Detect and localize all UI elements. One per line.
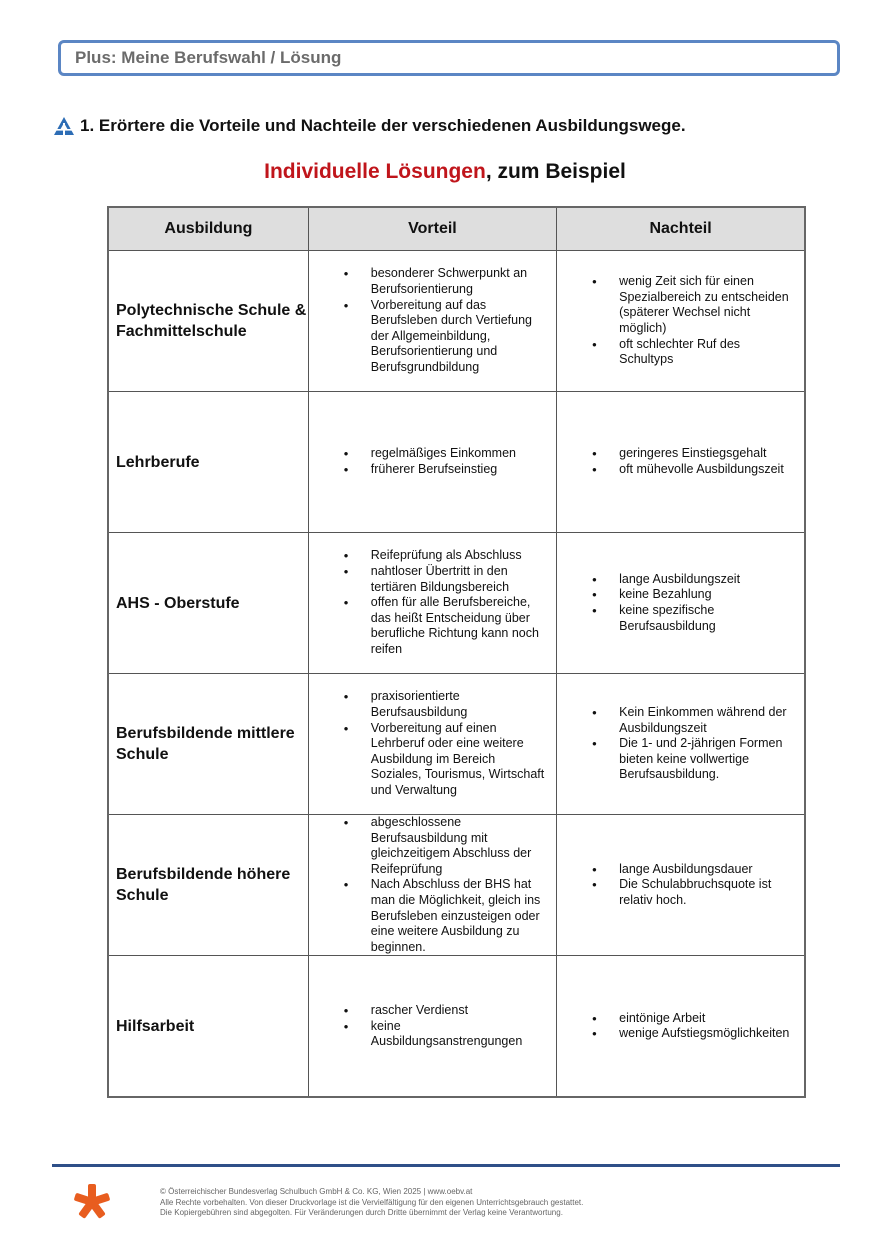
nachteil-cell xyxy=(557,533,805,674)
vorteil-list xyxy=(309,446,556,477)
nachteil-list xyxy=(557,705,804,783)
list-item: • keine Bezahlung xyxy=(619,587,794,603)
list-item: • oft schlechter Ruf des Schultyps xyxy=(619,337,794,368)
list-item: • Kein Einkommen während der Ausbildungszeit xyxy=(619,705,794,736)
table-row xyxy=(108,533,805,674)
footer-divider xyxy=(52,1164,840,1167)
list-item: • nahtloser Übertritt in den tertiären Bildungsbereich xyxy=(371,564,546,595)
ausbildung-name: Berufsbildende mittlere Schule xyxy=(108,674,308,815)
list-item: • praxisorientierte Berufsausbildung xyxy=(371,689,546,720)
footer-copyright xyxy=(160,1187,583,1219)
triangle-level-icon xyxy=(54,117,74,135)
vorteil-cell xyxy=(308,956,556,1098)
table-header-row xyxy=(108,207,805,251)
footer-line-2: Alle Rechte vorbehalten. Von dieser Druckvorlage ist die Vervielfältigung für den eigenen Unterrichtsgebrauch gestattet. xyxy=(160,1197,584,1207)
list-item: • lange Ausbildungsdauer xyxy=(619,862,794,878)
list-item: • Nach Abschluss der BHS hat man die Möglichkeit, gleich ins Berufsleben einzusteigen oder eine weitere Ausbildung zu beginnen. xyxy=(371,877,546,955)
list-item: • Vorbereitung auf das Berufsleben durch Vertiefung der Allgemeinbildung, Berufsorientierung und Berufsgrundbildung xyxy=(371,298,546,376)
task-text: 1. Erörtere die Vorteile und Nachteile der verschiedenen Ausbildungswege. xyxy=(80,116,686,135)
nachteil-list xyxy=(557,446,804,477)
list-item: • rascher Verdienst xyxy=(371,1003,546,1019)
header-box xyxy=(58,40,840,76)
nachteil-list xyxy=(557,1011,804,1042)
list-item: • lange Ausbildungszeit xyxy=(619,572,794,588)
list-item: • früherer Berufseinstieg xyxy=(371,462,546,478)
ausbildung-name: AHS - Oberstufe xyxy=(108,533,308,674)
nachteil-cell xyxy=(557,392,805,533)
list-item: • offen für alle Berufsbereiche, das heißt Entscheidung über berufliche Richtung kann noch reifen xyxy=(371,595,546,657)
list-item: • Die 1- und 2-jährigen Formen bieten keine vollwertige Berufsausbildung. xyxy=(619,736,794,783)
task-heading xyxy=(54,116,686,136)
nachteil-cell xyxy=(557,674,805,815)
nachteil-cell xyxy=(557,815,805,956)
vorteil-list xyxy=(309,548,556,657)
list-item: • Die Schulabbruchsquote ist relativ hoch. xyxy=(619,877,794,908)
ausbildung-name: Lehrberufe xyxy=(108,392,308,533)
column-header-nachteil: Nachteil xyxy=(557,207,805,251)
vorteil-list xyxy=(309,815,556,955)
list-item: • wenig Zeit sich für einen Spezialbereich zu entscheiden (späterer Wechsel nicht möglich) xyxy=(619,274,794,336)
page-title: Plus: Meine Berufswahl / Lösung xyxy=(75,48,342,67)
list-item: • Reifeprüfung als Abschluss xyxy=(371,548,546,564)
nachteil-list xyxy=(557,572,804,634)
ausbildung-name: Polytechnische Schule & Fachmittelschule xyxy=(108,251,308,392)
table-row xyxy=(108,392,805,533)
vorteil-list xyxy=(309,689,556,798)
vorteil-cell xyxy=(308,674,556,815)
list-item: • keine spezifische Berufsausbildung xyxy=(619,603,794,634)
vorteil-cell xyxy=(308,251,556,392)
column-header-ausbildung: Ausbildung xyxy=(108,207,308,251)
list-item: • wenige Aufstiegsmöglichkeiten xyxy=(619,1026,794,1042)
list-item: • keine Ausbildungsanstrengungen xyxy=(371,1019,546,1050)
list-item: • abgeschlossene Berufsausbildung mit gleichzeitigem Abschluss der Reifeprüfung xyxy=(371,815,546,877)
ausbildung-name: Hilfsarbeit xyxy=(108,956,308,1098)
vorteil-cell xyxy=(308,815,556,956)
vorteil-list xyxy=(309,1003,556,1050)
table-row xyxy=(108,956,805,1098)
comparison-table xyxy=(107,206,806,1098)
solution-subtitle xyxy=(0,160,890,184)
list-item: • oft mühevolle Ausbildungszeit xyxy=(619,462,794,478)
table-row xyxy=(108,674,805,815)
nachteil-cell xyxy=(557,251,805,392)
vorteil-list xyxy=(309,266,556,375)
ausbildung-name: Berufsbildende höhere Schule xyxy=(108,815,308,956)
nachteil-cell xyxy=(557,956,805,1098)
vorteil-cell xyxy=(308,392,556,533)
list-item: • regelmäßiges Einkommen xyxy=(371,446,546,462)
vorteil-cell xyxy=(308,533,556,674)
list-item: • geringeres Einstiegsgehalt xyxy=(619,446,794,462)
list-item: • Vorbereitung auf einen Lehrberuf oder eine weitere Ausbildung im Bereich Soziales, Tourismus, Wirtschaft und Verwaltung xyxy=(371,721,546,799)
subtitle-highlight: Individuelle Lösungen xyxy=(264,160,486,183)
nachteil-list xyxy=(557,862,804,909)
table-row xyxy=(108,815,805,956)
list-item: • eintönige Arbeit xyxy=(619,1011,794,1027)
list-item: • besonderer Schwerpunkt an Berufsorientierung xyxy=(371,266,546,297)
footer-line-3: Die Kopiergebühren sind abgegolten. Für Veränderungen durch Dritte übernimmt der Verlag keine Verantwortung. xyxy=(160,1208,563,1217)
nachteil-list xyxy=(557,274,804,368)
oebv-asterisk-logo xyxy=(72,1182,112,1222)
column-header-vorteil: Vorteil xyxy=(308,207,556,251)
footer-line-1: © Österreichischer Bundesverlag Schulbuch GmbH & Co. KG, Wien 2025 | www.oebv.at xyxy=(160,1187,473,1196)
subtitle-rest: , zum Beispiel xyxy=(485,160,626,183)
table-row xyxy=(108,251,805,392)
